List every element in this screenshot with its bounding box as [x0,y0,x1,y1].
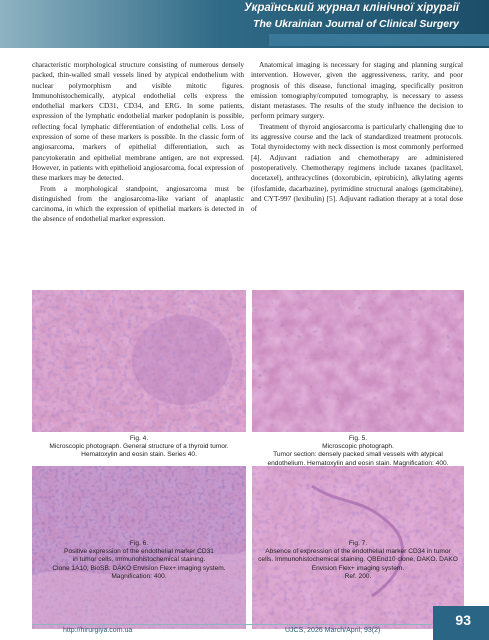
caption-line: endothelium. Hematoxylin and eosin stain. Magnification: 400. [267,459,449,467]
figure-4-micrograph [32,290,246,432]
caption-line: Fig. 7. [348,540,368,547]
paragraph: characteristic morphological structure consisting of numerous densely packed, thin-walled small vessels lined by atypical endothelium with nuclear polymorphism and visible mitotic figures. Immunohistochemically, atypical endothelial cells express the endothelial markers CD31, CD34, and ERG. In some patients, expression of the lymphatic endothelial marker podoplanin is possible, reflecting focal lymphatic differentiation of endothelial cells. Loss of expression of some of these markers is possible. In the classic form of angiosarcoma, markers of epithelial differentiation, such as pancytokeratin and epithelial membrane antigen, are not expressed. However, in patients with epithelioid angiosarcoma, focal expression of these markers may be detected. [32,60,244,183]
caption-line: Microscopic photograph. [322,443,394,451]
paragraph: From a morphological standpoint, angiosarcoma must be distinguished from the angiosarcoma-like variant of anaplastic carcinoma, in which the expression of epithelial markers is detected in the absence of endothelial marker expression. [32,183,244,224]
caption-line: Magnification: 400. [111,572,167,580]
figure-6-caption [32,540,246,581]
footer-divider [32,624,432,625]
journal-title-en: The Ukrainian Journal of Clinical Surgery [253,18,459,30]
caption-line: cells. Immunohistochemical staining. QBEnd10 clone, DAKO. DAKO [258,556,458,564]
journal-header [0,0,489,48]
caption-line: Clone 1A10, BioSB. DAKO Envision Flex+ imaging system. [52,564,226,572]
figure-4-caption [32,435,246,460]
footer-journal-citation: UJCS, 2026 March/April; 93(2) [285,627,381,634]
caption-line: Positive expression of the endothelial marker CD31 [64,548,214,556]
caption-line: Hematoxylin and eosin stain. Series 40. [81,451,197,459]
caption-line: Envision Flex+ imaging system. [311,564,405,572]
caption-line: Fig. 5. [348,435,368,442]
caption-line: in tumor cells. Immunohistochemical staining. [72,556,206,564]
journal-title-ua: Український журнал клінічної хірургії [244,2,459,14]
caption-line: Absence of expression of the endothelial marker CD34 in tumor [265,548,451,556]
caption-line: Tumor section: densely packed small vessels with atypical [273,451,443,459]
caption-line: Microscopic photograph. General structure of a thyroid tumor. [49,443,229,451]
paragraph: Treatment of thyroid angiosarcoma is particularly challenging due to its aggressive course and the lack of standardized treatment protocols. Total thyroidectomy with neck dissection is most commonly performed [4]. Adjuvant radiation and chemotherapy are administered postoperatively. Chemotherapy regimens include taxanes (paclitaxel, docetaxel), anthracyclines (doxorubicin, epirubicin), alkylating agents (ifosfamide, dacarbazine), pyrimidine structural analogs (gemcitabine), and CYT-997 (lexibulin) [5]. Adjuvant radiation therapy at a total dose of [251,121,463,214]
caption-line: Fig. 6. [129,540,149,547]
figure-5-caption [252,435,464,468]
figure-7-caption [252,540,464,581]
caption-line: Ref. 200. [344,572,372,580]
header-accent-bar [269,34,489,46]
left-text-column [32,60,244,225]
figure-5-micrograph [252,290,464,432]
page-number: 93 [455,612,471,628]
paragraph: Anatomical imaging is necessary for staging and planning surgical intervention. However, given the aggressiveness, rarity, and poor prognosis of this disease, functional imaging, specifically positron emission tomography/computed tomography, is necessary to assess distant metastases. The results of the study influence the decision to perform primary surgery. [251,60,463,121]
footer-url[interactable]: http://hirurgiya.com.ua [63,627,133,634]
right-text-column [251,60,463,214]
caption-line: Fig. 4. [129,435,149,442]
